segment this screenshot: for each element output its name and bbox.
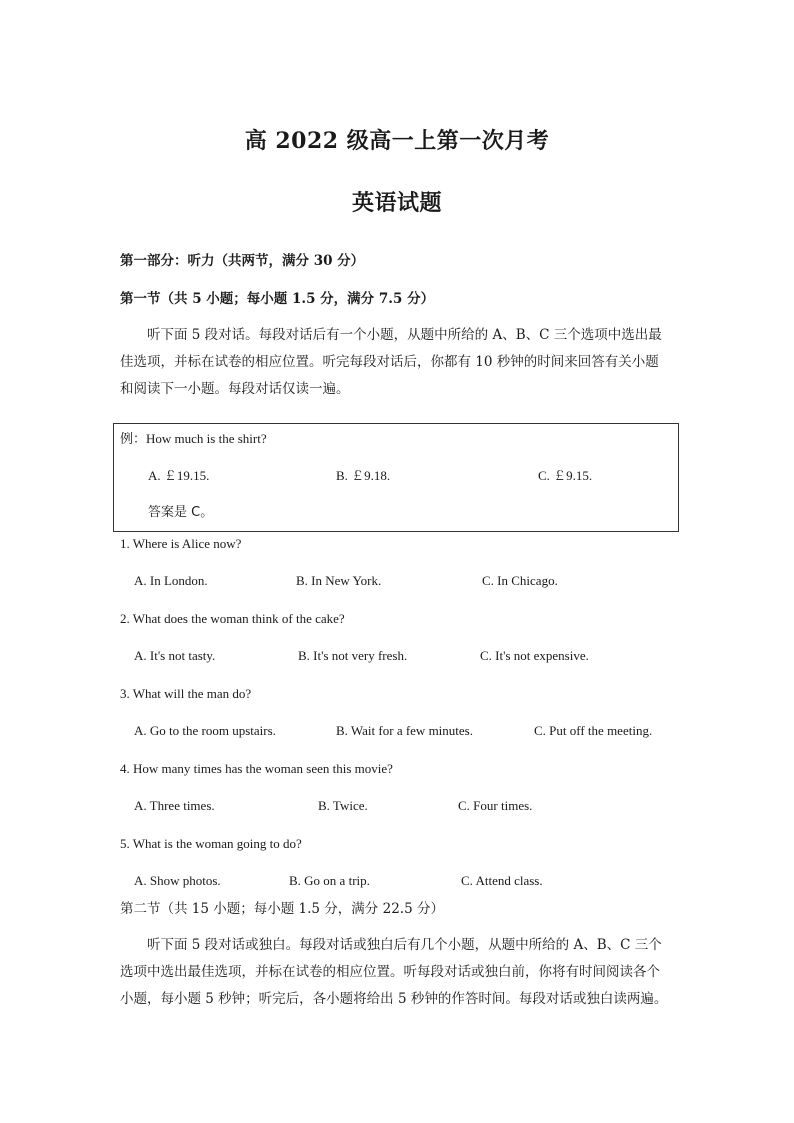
option-c: C. Put off the meeting. xyxy=(534,723,653,738)
question-stem: 2. What does the woman think of the cake? xyxy=(120,611,345,626)
section1-instructions xyxy=(120,322,680,403)
instruction-line: 佳选项，并标在试卷的相应位置。听完每段对话后，你都有 10 秒钟的时间来回答有关小题 xyxy=(120,354,659,370)
option-b: B. It's not very fresh. xyxy=(298,648,408,663)
exam-subtitle: 英语试题 xyxy=(351,190,442,216)
option-b: B. Twice. xyxy=(318,798,368,813)
question-stem: 1. Where is Alice now? xyxy=(120,536,242,551)
instruction-line: 选项中选出最佳选项，并标在试卷的相应位置。听每段对话或独白前，你将有时间阅读各个 xyxy=(120,964,660,980)
option-b: B. Go on a trip. xyxy=(289,873,370,888)
instruction-line: 小题，每小题 5 秒钟；听完后，各小题将给出 5 秒钟的作答时间。每段对话或独白读两遍。 xyxy=(120,991,668,1007)
option-a: A. In London. xyxy=(134,573,208,588)
section2-heading: 第二节（共 15 小题；每小题 1.5 分，满分 22.5 分） xyxy=(120,901,444,917)
question-stem: 3. What will the man do? xyxy=(120,686,252,701)
option-c: C. Attend class. xyxy=(461,873,543,888)
option-b: B. In New York. xyxy=(296,573,382,588)
example-answer: 答案是 C。 xyxy=(148,505,214,520)
example-option-a: A. ￡19.15. xyxy=(148,468,210,483)
exam-title: 高 2022 级高一上第一次月考 xyxy=(244,128,550,154)
question-stem: 5. What is the woman going to do? xyxy=(120,836,302,851)
example-option-b: B. ￡9.18. xyxy=(336,468,391,483)
option-a: A. It's not tasty. xyxy=(134,648,216,663)
example-question: 例：How much is the shirt? xyxy=(120,431,267,446)
option-b: B. Wait for a few minutes. xyxy=(336,723,473,738)
instruction-line: 和阅读下一小题。每段对话仅读一遍。 xyxy=(120,381,350,397)
part1-heading: 第一部分：听力（共两节，满分 30 分） xyxy=(120,253,365,269)
section2-instructions xyxy=(120,932,680,1013)
instruction-line: 听下面 5 段对话或独白。每段对话或独白后有几个小题，从题中所给的 A、B、C 三个 xyxy=(147,937,662,953)
option-c: C. It's not expensive. xyxy=(480,648,589,663)
section1-heading: 第一节（共 5 小题；每小题 1.5 分，满分 7.5 分） xyxy=(120,291,435,307)
option-c: C. Four times. xyxy=(458,798,533,813)
option-a: A. Go to the room upstairs. xyxy=(134,723,276,738)
example-option-c: C. ￡9.15. xyxy=(538,468,593,483)
option-c: C. In Chicago. xyxy=(482,573,558,588)
option-a: A. Show photos. xyxy=(134,873,221,888)
option-a: A. Three times. xyxy=(134,798,215,813)
question-stem: 4. How many times has the woman seen this movie? xyxy=(120,761,393,776)
instruction-line: 听下面 5 段对话。每段对话后有一个小题，从题中所给的 A、B、C 三个选项中选出最 xyxy=(147,327,662,343)
